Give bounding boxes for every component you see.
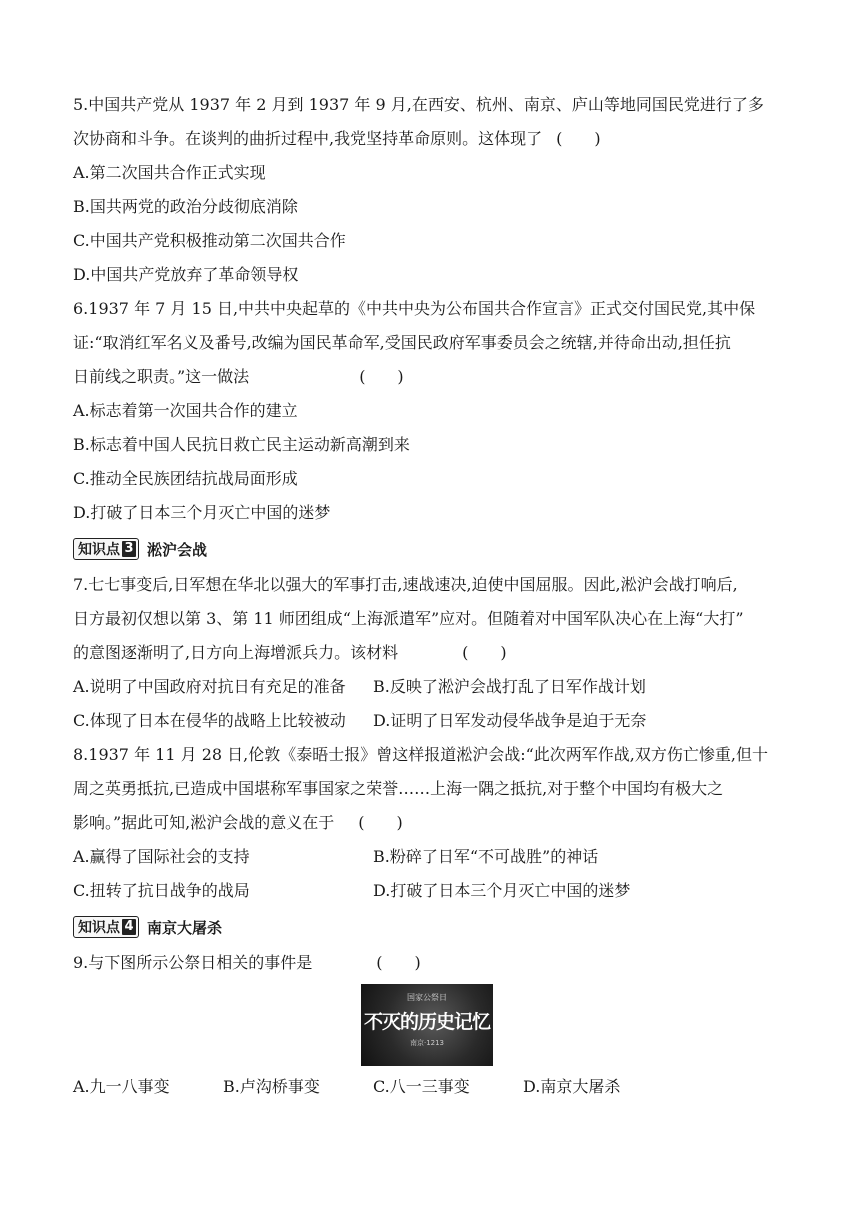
option-a: A.说明了中国政府对抗日有充足的准备 bbox=[73, 677, 346, 696]
knowledge-point-badge bbox=[73, 538, 139, 560]
knowledge-point-4-header bbox=[73, 910, 793, 944]
knowledge-point-badge bbox=[73, 916, 139, 938]
question-7 bbox=[73, 568, 793, 738]
question-9-stem: 9.与下图所示公祭日相关的事件是 bbox=[73, 953, 313, 972]
option-c: C.八一三事变 bbox=[373, 1077, 470, 1096]
question-6 bbox=[73, 292, 793, 530]
question-7-stem-line3: 的意图逐渐明了,日方向上海增派兵力。该材料 bbox=[73, 643, 399, 662]
knowledge-point-title: 淞沪会战 bbox=[147, 540, 208, 559]
question-8 bbox=[73, 738, 793, 908]
answer-parenthesis: ( ) bbox=[376, 953, 421, 972]
option-b: B.粉碎了日军“不可战胜”的神话 bbox=[373, 847, 599, 866]
knowledge-point-title: 南京大屠杀 bbox=[147, 918, 223, 937]
option-c: C.推动全民族团结抗战局面形成 bbox=[73, 469, 298, 488]
option-d: D.打破了日本三个月灭亡中国的迷梦 bbox=[373, 881, 631, 900]
question-9 bbox=[73, 946, 793, 1104]
knowledge-point-number: 4 bbox=[122, 919, 136, 935]
knowledge-point-badge-label: 知识点 bbox=[78, 920, 120, 936]
option-b: B.标志着中国人民抗日救亡民主运动新高潮到来 bbox=[73, 435, 410, 454]
option-c: C.体现了日本在侵华的战略上比较被动 bbox=[73, 711, 346, 730]
memorial-image-title: 不灭的历史记忆 bbox=[363, 1011, 490, 1033]
knowledge-point-number: 3 bbox=[122, 541, 136, 557]
option-c: C.扭转了抗日战争的战局 bbox=[73, 881, 250, 900]
option-d: D.中国共产党放弃了革命领导权 bbox=[73, 265, 299, 284]
answer-parenthesis: ( ) bbox=[462, 643, 507, 662]
question-8-stem-line2: 周之英勇抵抗,已造成中国堪称军事国家之荣誉……上海一隅之抵抗,对于整个中国均有极大之 bbox=[73, 779, 724, 798]
option-a: A.标志着第一次国共合作的建立 bbox=[73, 401, 298, 420]
knowledge-point-badge-label: 知识点 bbox=[78, 542, 120, 558]
question-6-stem-line3: 日前线之职责。”这一做法 bbox=[73, 367, 250, 386]
memorial-image-subtitle: 南京·1213 bbox=[409, 1039, 445, 1047]
memorial-day-image bbox=[361, 984, 493, 1066]
option-b: B.卢沟桥事变 bbox=[223, 1077, 320, 1096]
question-5-stem-line1: 5.中国共产党从 1937 年 2 月到 1937 年 9 月,在西安、杭州、南京、庐山等地同国民党进行了多 bbox=[73, 95, 764, 114]
memorial-image-caption: 国家公祭日 bbox=[407, 993, 447, 1002]
answer-parenthesis: ( ) bbox=[359, 367, 404, 386]
knowledge-point-3-header bbox=[73, 532, 793, 566]
question-7-stem-line1: 7.七七事变后,日军想在华北以强大的军事打击,速战速决,迫使中国屈服。因此,淞沪会战打响后, bbox=[73, 575, 738, 594]
question-8-stem-line1: 8.1937 年 11 月 28 日,伦敦《泰晤士报》曾这样报道淞沪会战:“此次两军作战,双方伤亡惨重,但十 bbox=[73, 745, 768, 764]
question-5 bbox=[73, 88, 793, 292]
option-a: A.第二次国共合作正式实现 bbox=[73, 163, 266, 182]
answer-parenthesis: ( ) bbox=[358, 813, 403, 832]
option-d: D.证明了日军发动侵华战争是迫于无奈 bbox=[373, 711, 647, 730]
option-d: D.打破了日本三个月灭亡中国的迷梦 bbox=[73, 503, 331, 522]
question-6-stem-line1: 6.1937 年 7 月 15 日,中共中央起草的《中共中央为公布国共合作宣言》正式交付国民党,其中保 bbox=[73, 299, 756, 318]
question-5-stem-line2: 次协商和斗争。在谈判的曲折过程中,我党坚持革命原则。这体现了 bbox=[73, 129, 543, 148]
option-b: B.反映了淞沪会战打乱了日军作战计划 bbox=[373, 677, 646, 696]
question-6-stem-line2: 证:“取消红军名义及番号,改编为国民革命军,受国民政府军事委员会之统辖,并待命出动,担任抗 bbox=[73, 333, 731, 352]
option-a: A.九一八事变 bbox=[73, 1077, 170, 1096]
option-b: B.国共两党的政治分歧彻底消除 bbox=[73, 197, 298, 216]
option-c: C.中国共产党积极推动第二次国共合作 bbox=[73, 231, 346, 250]
question-7-stem-line2: 日方最初仅想以第 3、第 11 师团组成“上海派遣军”应对。但随着对中国军队决心在上海“大打” bbox=[73, 609, 744, 628]
question-8-stem-line3: 影响。”据此可知,淞沪会战的意义在于 bbox=[73, 813, 335, 832]
option-a: A.赢得了国际社会的支持 bbox=[73, 847, 250, 866]
worksheet-page bbox=[73, 88, 793, 1104]
option-d: D.南京大屠杀 bbox=[523, 1077, 621, 1096]
answer-parenthesis: ( ) bbox=[556, 129, 601, 148]
